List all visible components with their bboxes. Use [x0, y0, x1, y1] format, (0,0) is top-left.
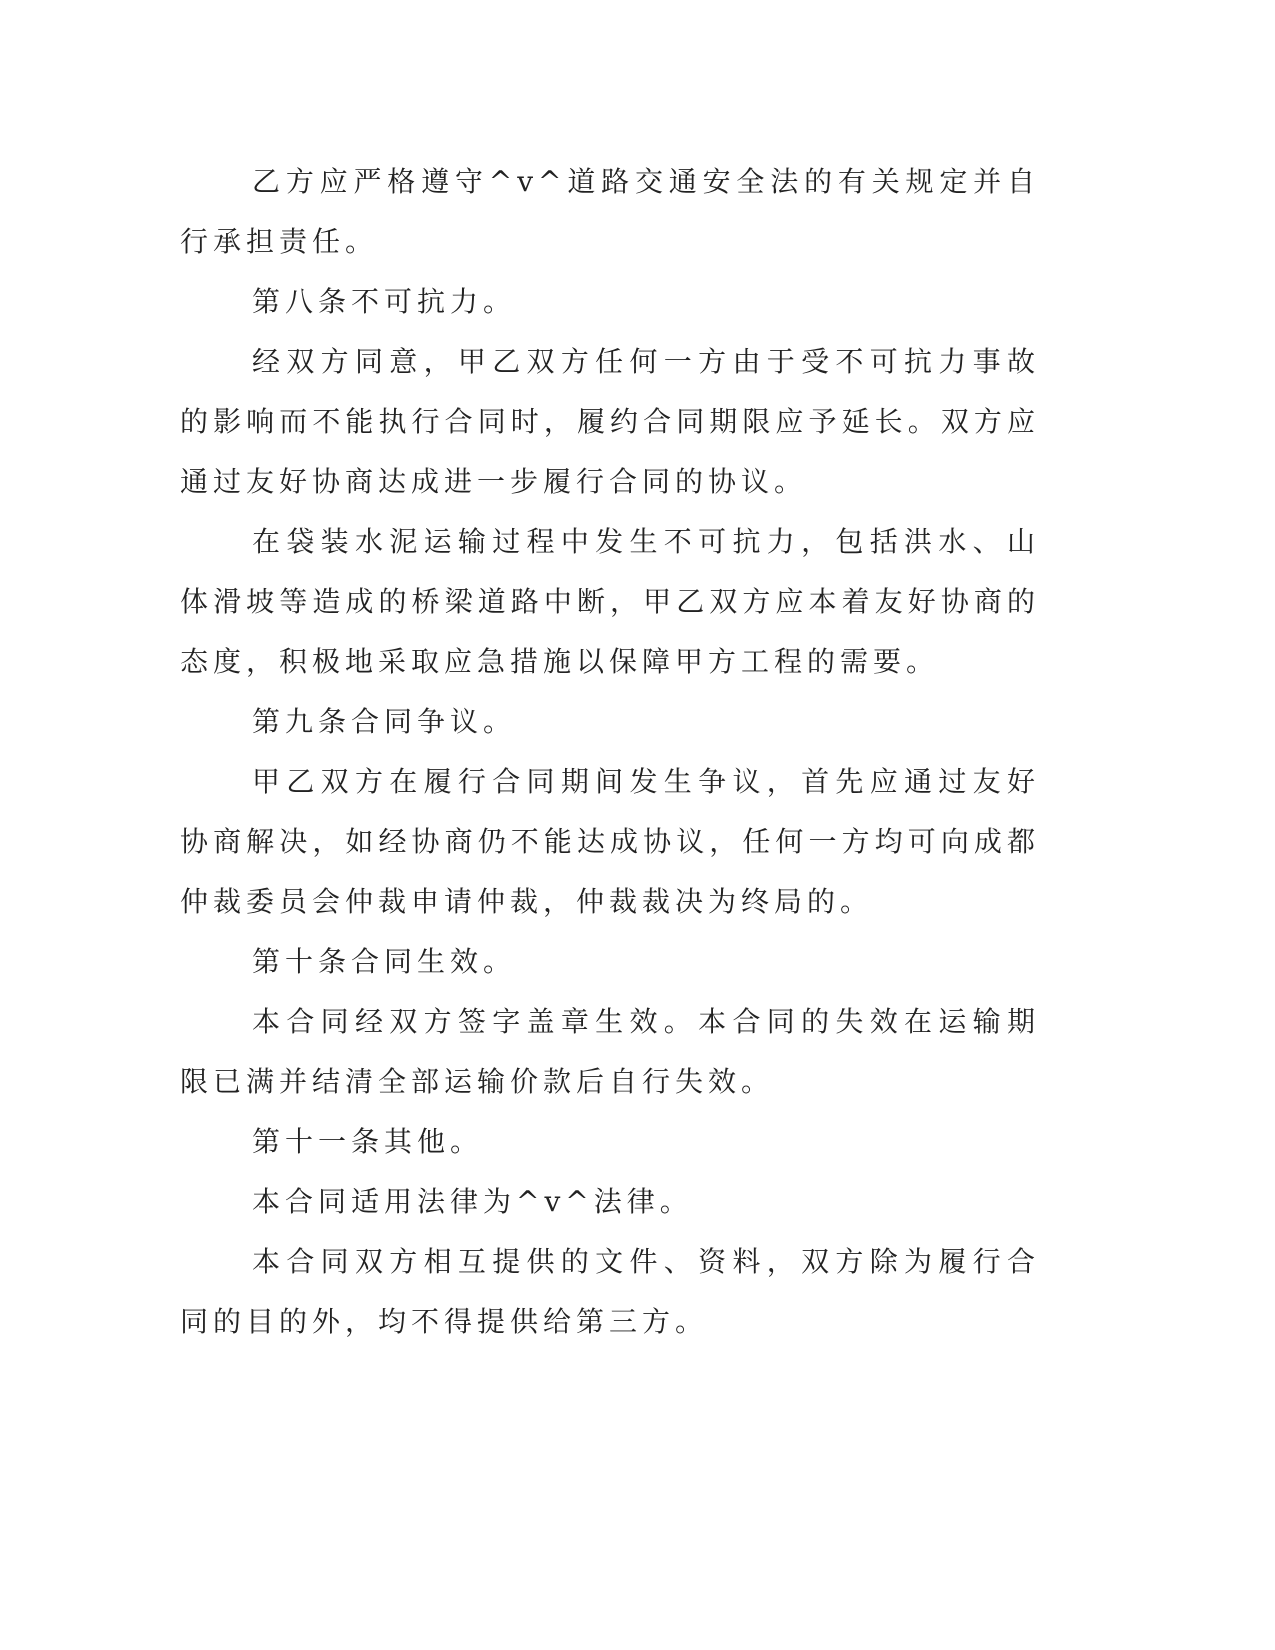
paragraph-liability: 乙方应严格遵守^v^道路交通安全法的有关规定并自行承担责任。	[180, 165, 1040, 258]
heading-article-10: 第十条合同生效。	[252, 945, 517, 978]
heading-article-11: 第十一条其他。	[252, 1125, 484, 1158]
heading-article-8: 第八条不可抗力。	[252, 285, 517, 318]
paragraph-confidentiality: 本合同双方相互提供的文件、资料，双方除为履行合同的目的外，均不得提供给第三方。	[180, 1245, 1040, 1338]
paragraph-applicable-law: 本合同适用法律为^v^法律。	[252, 1185, 693, 1218]
paragraph-force-majeure-transport: 在袋装水泥运输过程中发生不可抗力，包括洪水、山体滑坡等造成的桥梁道路中断，甲乙双方应本着友好协商的态度，积极地采取应急措施以保障甲方工程的需要。	[180, 525, 1040, 678]
paragraph-force-majeure-extension: 经双方同意，甲乙双方任何一方由于受不可抗力事故的影响而不能执行合同时，履约合同期限应予延长。双方应通过友好协商达成进一步履行合同的协议。	[180, 345, 1040, 498]
heading-article-9: 第九条合同争议。	[252, 705, 517, 738]
paragraph-dispute-resolution: 甲乙双方在履行合同期间发生争议，首先应通过友好协商解决，如经协商仍不能达成协议，任何一方均可向成都仲裁委员会仲裁申请仲裁，仲裁裁决为终局的。	[180, 765, 1040, 918]
document-body	[180, 152, 1040, 1352]
paragraph-effectiveness: 本合同经双方签字盖章生效。本合同的失效在运输期限已满并结清全部运输价款后自行失效。	[180, 1005, 1040, 1098]
